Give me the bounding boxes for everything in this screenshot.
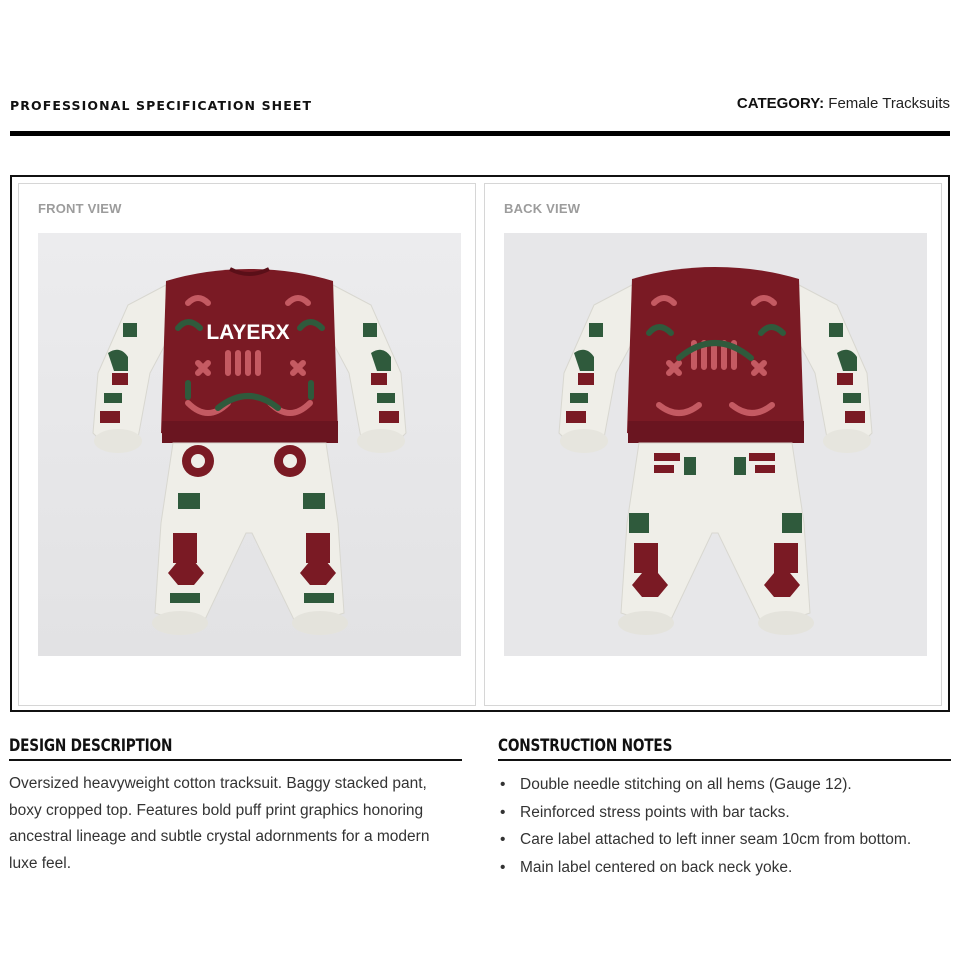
back-view-label: BACK VIEW — [504, 201, 581, 216]
construction-notes-section — [498, 733, 951, 881]
category-line — [737, 95, 950, 112]
category-value: Female Tracksuits — [828, 95, 950, 112]
construction-notes-heading: CONSTRUCTION NOTES — [498, 736, 673, 755]
header-divider — [10, 131, 950, 136]
bullet-icon: • — [500, 803, 506, 821]
bullet-icon: • — [500, 858, 506, 876]
construction-notes-list — [498, 771, 951, 881]
design-description-heading: DESIGN DESCRIPTION — [9, 736, 173, 755]
back-view-image[interactable] — [504, 233, 927, 656]
construction-notes-rule — [498, 759, 951, 761]
list-item: • Reinforced stress points with bar tacks. — [498, 799, 951, 827]
views-frame — [10, 175, 950, 712]
sheet-header — [10, 94, 950, 118]
front-view-image[interactable] — [38, 233, 461, 656]
front-tracksuit-illustration — [38, 233, 461, 656]
back-tracksuit-illustration — [504, 233, 927, 656]
list-item: • Double needle stitching on all hems (Gauge 12). — [498, 771, 951, 799]
design-description-section — [9, 733, 462, 877]
front-view-panel — [18, 183, 476, 706]
front-view-label: FRONT VIEW — [38, 201, 122, 216]
list-item: • Main label centered on back neck yoke. — [498, 854, 951, 882]
list-item: • Care label attached to left inner seam 10cm from bottom. — [498, 826, 951, 854]
bullet-icon: • — [500, 776, 506, 793]
front-brand-print: LAYERX — [206, 321, 290, 344]
category-key: CATEGORY: — [736, 95, 825, 112]
back-view-panel — [484, 183, 942, 706]
sheet-title: PROFESSIONAL SPECIFICATION SHEET — [10, 98, 313, 113]
design-description-rule — [9, 759, 462, 761]
bullet-icon: • — [500, 831, 506, 848]
design-description-text: Oversized heavyweight cotton tracksuit. Baggy stacked pant, boxy cropped top. Features bold puff print graphics honoring ancestral lineage and subtle crystal adornments for a modern luxe feel. — [9, 775, 430, 872]
